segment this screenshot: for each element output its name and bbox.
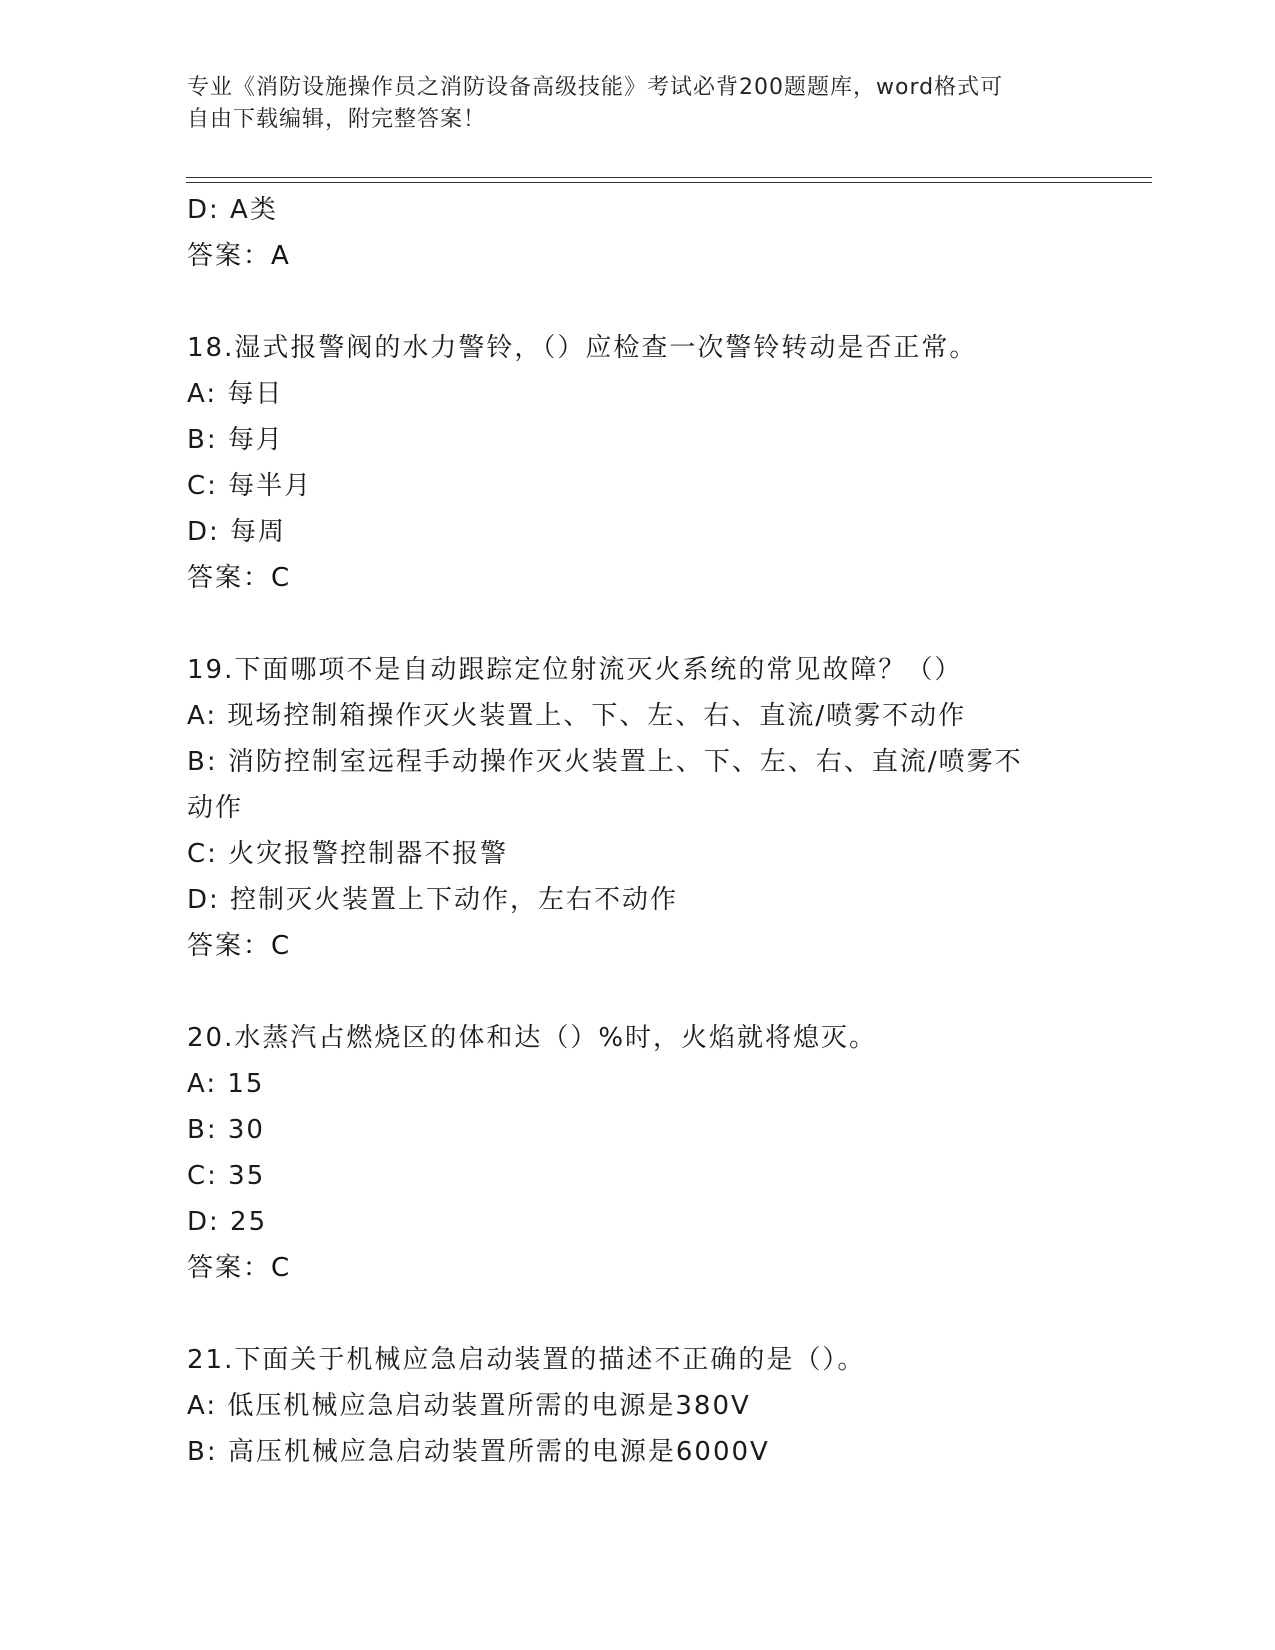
answer: 答案：C (187, 1253, 292, 1283)
header-line-2: 自由下载编辑，附完整答案！ (187, 107, 487, 132)
option-c: C: 火灾报警控制器不报警 (187, 839, 509, 869)
prev-answer: 答案：A (187, 241, 291, 271)
question-19 (187, 647, 1087, 969)
option-b-line-2: 动作 (187, 793, 244, 823)
spacer (187, 601, 1087, 647)
option-b: B: 30 (187, 1115, 265, 1145)
option-a: A: 低压机械应急启动装置所需的电源是380V (187, 1391, 751, 1421)
answer: 答案：C (187, 563, 292, 593)
question-stem: 19.下面哪项不是自动跟踪定位射流灭火系统的常见故障？（） (187, 655, 963, 685)
question-21 (187, 1337, 1087, 1475)
option-d: D: 每周 (187, 517, 287, 547)
document-body (187, 187, 1087, 1475)
option-c: C: 35 (187, 1161, 266, 1191)
option-a: A: 15 (187, 1069, 265, 1099)
header-divider-bottom (186, 182, 1152, 183)
option-b-line-1: B: 消防控制室远程手动操作灭火装置上、下、左、右、直流/喷雾不 (187, 747, 1023, 777)
question-stem: 21.下面关于机械应急启动装置的描述不正确的是（）。 (187, 1345, 866, 1375)
answer: 答案：C (187, 931, 292, 961)
spacer (187, 1291, 1087, 1337)
option-a: A: 现场控制箱操作灭火装置上、下、左、右、直流/喷雾不动作 (187, 701, 967, 731)
option-d: D: 25 (187, 1207, 268, 1237)
prev-option-d: D: A类 (187, 195, 278, 225)
spacer (187, 279, 1087, 325)
header-line-1: 专业《消防设施操作员之消防设备高级技能》考试必背200题题库，word格式可 (187, 75, 1004, 100)
question-18 (187, 325, 1087, 601)
header-divider-top (186, 177, 1152, 178)
option-a: A: 每日 (187, 379, 284, 409)
question-stem: 18.湿式报警阀的水力警铃，（）应检查一次警铃转动是否正常。 (187, 333, 978, 363)
option-b: B: 高压机械应急启动装置所需的电源是6000V (187, 1437, 770, 1467)
option-d: D: 控制灭火装置上下动作，左右不动作 (187, 885, 679, 915)
question-20 (187, 1015, 1087, 1291)
question-stem: 20.水蒸汽占燃烧区的体和达（）%时，火焰就将熄灭。 (187, 1023, 878, 1053)
document-header (187, 72, 1067, 136)
spacer (187, 969, 1087, 1015)
option-b: B: 每月 (187, 425, 284, 455)
option-c: C: 每半月 (187, 471, 313, 501)
